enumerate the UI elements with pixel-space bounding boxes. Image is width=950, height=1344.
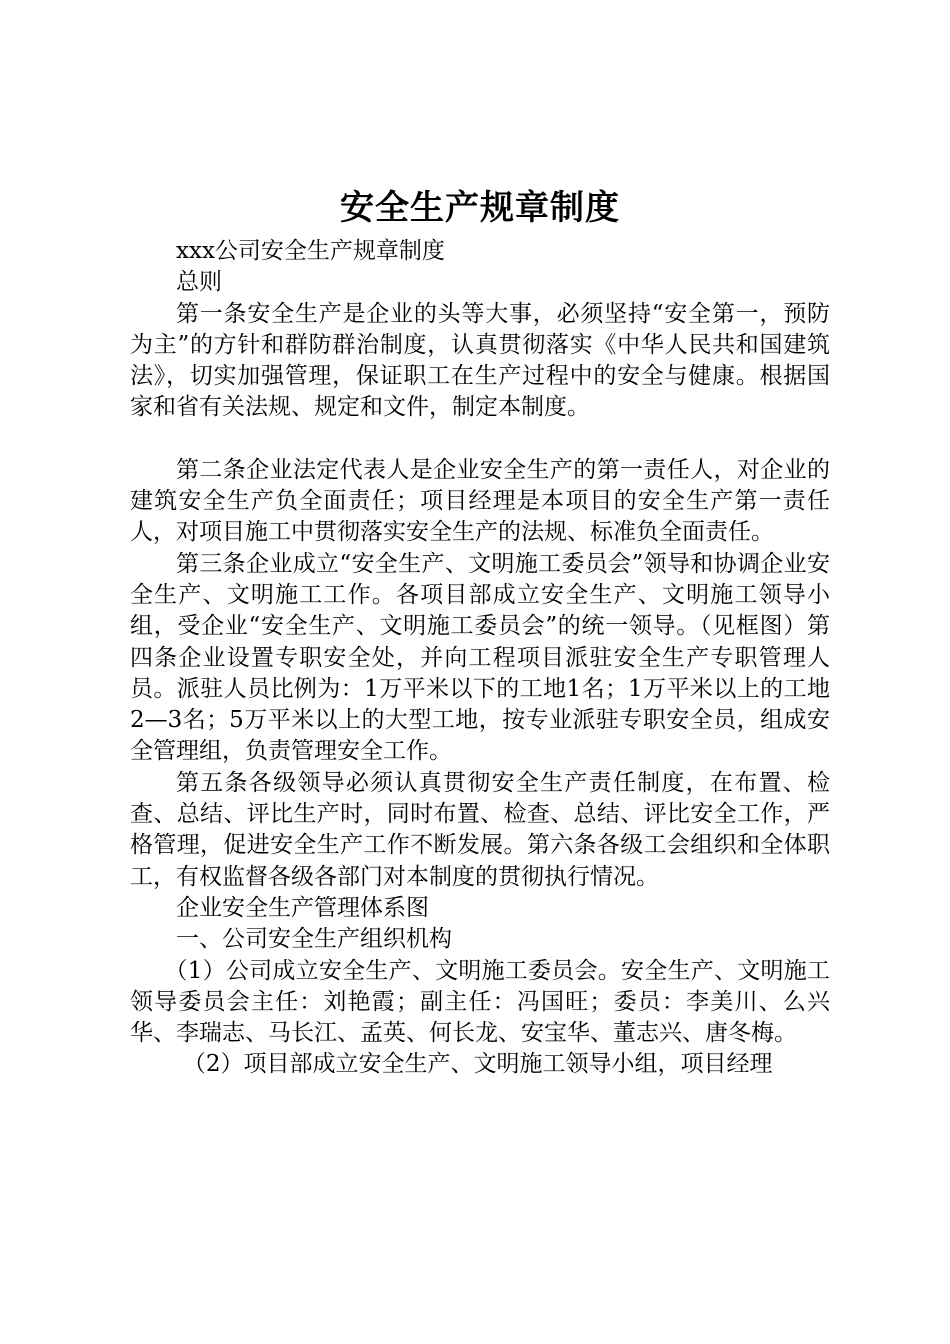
document-body (130, 236, 830, 1081)
document-title: 安全生产规章制度 (340, 188, 620, 228)
system-diagram-heading: 企业安全生产管理体系图 (176, 894, 429, 921)
article-2-paragraph: 第二条企业法定代表人是企业安全生产的第一责任人，对企业的建筑安全生产负全面责任；项目经理是本项目的安全生产第一责任人，对项目施工中贯彻落实安全生产的法规、标准负全面责任。 (130, 456, 830, 546)
item-1-paragraph: （1）公司成立安全生产、文明施工委员会。安全生产、文明施工领导委员会主任：刘艳霞；副主任：冯国旺；委员：李美川、么兴华、李瑞志、马长江、孟英、何长龙、安宝华、董志兴、唐冬梅。 (130, 957, 830, 1047)
article-3-4-paragraph: 第三条企业成立“安全生产、文明施工委员会”领导和协调企业安全生产、文明施工工作。各项目部成立安全生产、文明施工领导小组，受企业“安全生产、文明施工委员会”的统一领导。（见框图）第四条企业设置专职安全处，并向工程项目派驻安全生产专职管理人员。派驻人员比例为：1万平米以下的工地1名；1万平米以上的工地2—3名；5万平米以上的大型工地，按专业派驻专职安全员，组成安全管理组，负责管理安全工作。 (130, 550, 830, 765)
article-5-6-paragraph: 第五条各级领导必须认真贯彻安全生产责任制度，在布置、检查、总结、评比生产时，同时布置、检查、总结、评比安全工作，严格管理，促进安全生产工作不断发展。第六条各级工会组织和全体职工，有权监督各级各部门对本制度的贯彻执行情况。 (130, 769, 830, 890)
company-rule-heading: xxx公司安全生产规章制度 (176, 238, 445, 264)
item-2-paragraph: （2）项目部成立安全生产、文明施工领导小组，项目经理 (182, 1051, 773, 1078)
general-provisions-heading: 总则 (176, 269, 222, 296)
article-1-paragraph: 第一条安全生产是企业的头等大事，必须坚持“安全第一，预防为主”的方针和群防群治制度，认真贯彻落实《中华人民共和国建筑法》，切实加强管理，保证职工在生产过程中的安全与健康。根据国家和省有关法规、规定和文件，制定本制度。 (130, 300, 830, 421)
section-1-heading: 一、公司安全生产组织机构 (176, 926, 452, 953)
